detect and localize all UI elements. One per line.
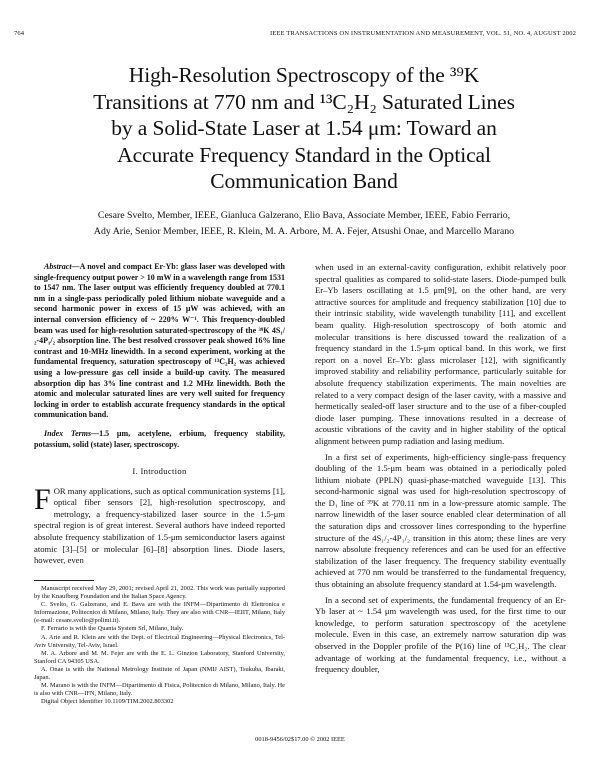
title-line: by a Solid-State Laser at 1.54 μm: Toward an <box>111 116 497 140</box>
body-paragraph: In a second set of experiments, the fundamental frequency of an Er-Yb laser at ~ 1.54 μm wavelength was used, for the first time to our knowledge, to perform saturation spectroscopy of the acetylene molecule. Even in this case, an extremely narrow saturation dip was observed in the Doppler profile of the P(16) line of ¹³C₂H₂. The clear advantage of working at the fundamental frequency, i.e., without a frequency doubler, <box>315 594 566 675</box>
title-line: Transitions at 770 nm and ¹³C₂H₂ Saturated Lines <box>93 89 515 114</box>
journal-header: IEEE TRANSACTIONS ON INSTRUMENTATION AND MEASUREMENT, VOL. 51, NO. 4, AUGUST 2002 <box>269 30 576 37</box>
footnote: A. Onae is with the National Metrology Institute of Japan (NMIJ AIST), Tsukuba, Ibaraki, Japan. <box>34 665 285 682</box>
abstract-text: A novel and compact Er-Yb: glass laser was developed with single-frequency output power > 10 mW in a wavelength range from 1531 to 1547 nm. The laser output was efficiently frequency doubled at 770.1 nm in a single-pass periodically poled lithium niobate waveguide and a second harmonic power in excess of 15 μW was achieved, with an internal conversion efficiency of ~ 220% W⁻¹. This frequency-doubled beam was used for high-resolution saturated-spectroscopy of the ³⁹K 4S₁/₂-4P₁/₂ absorption line. The best resolved crossover peak showed 16% line contrast and 10-MHz linewidth. In a second experiment, working at the fundamental frequency, saturation spectroscopy of ¹³C₂H₂ was achieved using a low-pressure gas cell inside a build-up cavity. The measured absorption dip has 3% line contrast and 1.2 MHz linewidth. Both the atomic and molecular saturated lines are very well suited for frequency locking in order to establish accurate frequency standards in the optical communication band. <box>34 262 285 420</box>
index-terms <box>34 429 285 450</box>
abstract-label: Abstract— <box>44 262 80 271</box>
footnote: M. A. Arbore and M. M. Fejer are with the E. L. Ginzton Laboratory, Stanford University, Stanford CA 94305 USA. <box>34 649 285 665</box>
abstract <box>34 262 285 421</box>
body-paragraph: when used in an external-cavity configuration, exhibit relatively poor spectral qualities as compared to solid-state lasers. Diode-pumped bulk Er–Yb lasers oscillating at 1.5 μm[9], on the other hand, are very attractive sources for amplitude and frequency stabilization [10] due to their intrinsic stability, wide wavelength tunability [11], and excellent beam quality. High-resolution spectroscopy of both atomic and molecular transitions is here discussed toward the realization of a frequency standard in the 1.5-μm optical band. In this work, we first report on a novel Er–Yb: glass microlaser [12], with significantly improved stability and reliability performance, particularly suitable for absolute frequency stabilization experiments. The main novelties are related to a very compact design of the laser cavity, with a massive and hermetically sealed-off laser structure and to the use of a fiber-coupled diode laser pumping. These innovations resulted in a decrease of acoustic vibrations of the cavity and in higher stability of the optical alignment between pump radiation and lasing medium. <box>315 262 566 446</box>
author-line: Ady Arie, Senior Member, IEEE, R. Klein, M. A. Arbore, M. A. Fejer, Atsushi Onae, and Marcello Marano <box>93 225 515 237</box>
intro-paragraph <box>34 482 285 567</box>
title-line: Communication Band <box>210 169 398 193</box>
running-header <box>0 30 600 44</box>
footnote: M. Marano is with the INFM—Dipartimento di Fisica, Politecnico di Milano, Milano, Italy. He is also with CNR—IFN, Milano, Italy. <box>34 682 285 698</box>
section-heading: I. Introduction <box>132 466 187 477</box>
body-paragraph: In a first set of experiments, high-efficiency single-pass frequency doubling of the 1.5-μm beam was obtained in a periodically poled lithium niobate (PPLN) quasi-phase-matched waveguide [13]. This second-harmonic signal was used for high-resolution spectroscopy of the D₁ line of ³⁹K at 770.11 nm in a low-pressure atomic sample. The narrow linewidth of the laser source enabled clear determination of all the saturation dips and crossover lines corresponding to the hyperfine structure of the 4S₁/₂-4P₁/₂ transition in this atom; these lines are very narrow absolute frequency references and can be used for an effective stabilization of the laser frequency. The frequency stability eventually achieved at 770 nm would be transferred to the fundamental frequency, thus obtaining an absolute frequency standard at 1.54-μm wavelength. <box>315 451 566 590</box>
doi: Digital Object Identifier 10.1109/TIM.2002.803302 <box>41 698 174 706</box>
title-line: High-Resolution Spectroscopy of the ³⁹K <box>128 63 480 87</box>
page-number: 764 <box>14 30 25 37</box>
left-column <box>34 262 285 567</box>
footnote-rule <box>34 580 94 581</box>
copyright-footer: 0018-9456/02$17.00 © 2002 IEEE <box>255 736 345 743</box>
title-line: Accurate Frequency Standard in the Optical <box>117 142 491 167</box>
author-line: Cesare Svelto, Member, IEEE, Gianluca Galzerano, Elio Bava, Associate Member, IEEE, Fabio Ferrario, <box>97 210 511 221</box>
footnote: C. Svelto, G. Galzerano, and E. Bava are with the INFM—Dipartimento di Elettronica e Informazione, Politecnico di Milano, Milano, Italy. They are also with CNR—IEIIT, Milano, Italy (e-mail: cesare.svelto@polimi.it). <box>34 601 286 625</box>
footnote: Manuscript received May 29, 2001; revised April 21, 2002. This work was partially supported by the Knaufberg Foundation and the Italian Space Agency. <box>34 585 285 601</box>
author-list <box>40 208 568 239</box>
index-terms-text: 1.5 μm, acetylene, erbium, frequency stability, potassium, solid (state) laser, spectroscopy. <box>34 428 286 449</box>
footnote: A. Arie and R. Klein are with the Dept. of Electrical Engineering—Physical Electronics, Tel-Aviv University, Tel-Aviv, Israel. <box>34 633 285 649</box>
drop-cap: F <box>34 482 51 516</box>
intro-text: OR many applications, such as optical communication systems [1], optical fiber sensors [2], high-resolution spectroscopy, and metrology, a frequency-stabilized laser source in the 1.5-μm spectral region is of great interest. Several authors have indeed reported absolute frequency stabilization of 1.5-μm semiconductor lasers against atomic [3]–[5] or molecular [6]–[8] absorption lines. Diode lasers, however, even <box>34 485 285 566</box>
paper-title <box>40 62 568 195</box>
index-terms-label: Index Terms— <box>44 428 100 438</box>
footnotes <box>34 585 285 706</box>
right-column <box>315 262 566 676</box>
footnote: F. Ferrario is with the Quanta System Srl, Milano, Italy. <box>41 625 184 633</box>
